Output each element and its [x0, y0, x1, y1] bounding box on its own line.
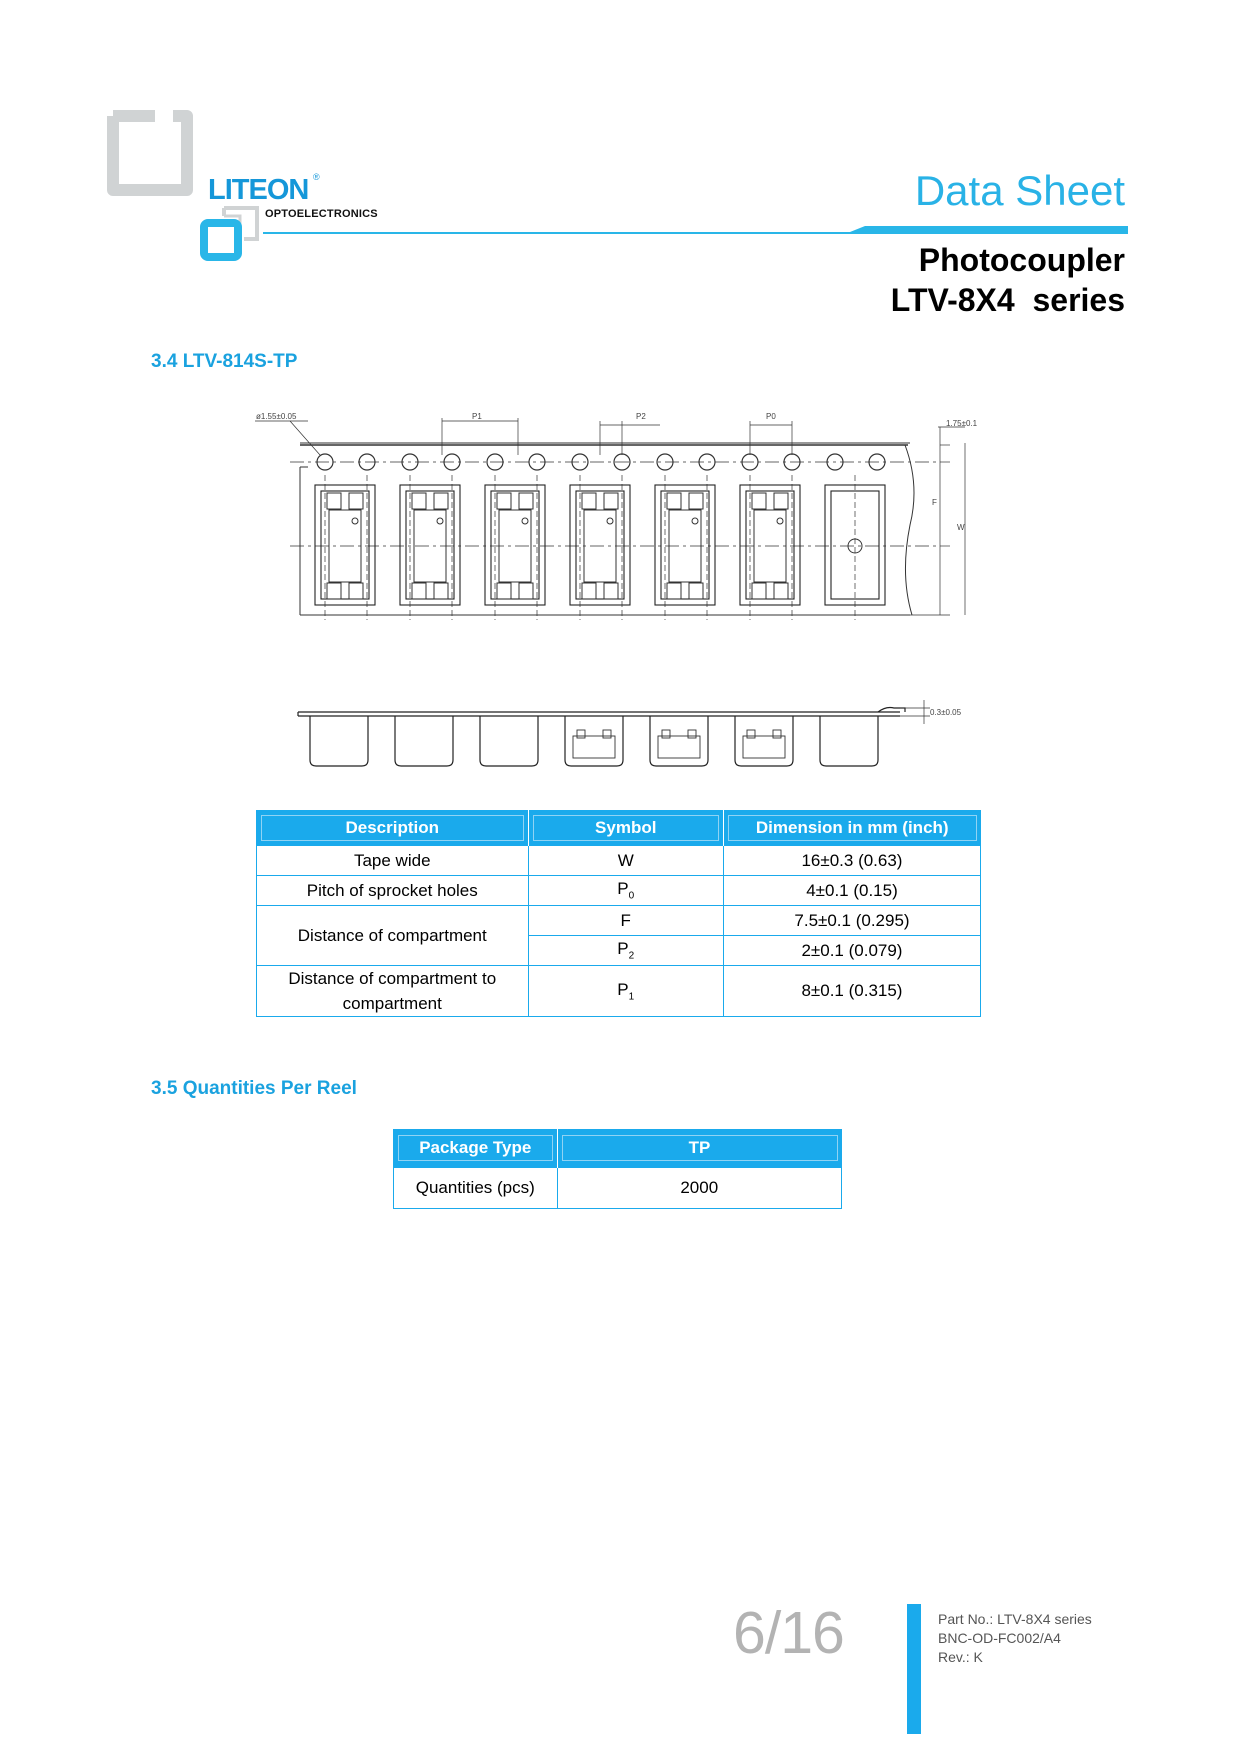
brand-subtitle: OPTOELECTRONICS — [265, 208, 378, 220]
table-row — [394, 1168, 842, 1209]
brand-logo-text: LITEON — [208, 174, 309, 206]
table-row — [257, 906, 981, 936]
cell-description: Tape wide — [257, 846, 529, 876]
cell-dimension: 16±0.3 (0.63) — [723, 846, 980, 876]
cell-symbol: $P_1$ — [528, 966, 723, 1017]
tape-dimension-table — [256, 810, 981, 1017]
cell-symbol: W — [528, 846, 723, 876]
footer-info — [938, 1610, 1092, 1667]
cell-description: Distance of compartment to compartment — [257, 966, 529, 1017]
edge-distance-label: 1.75±0.1 — [946, 419, 978, 428]
cell-symbol: $P_0$ — [528, 876, 723, 906]
product-series: LTV-8X4 series — [890, 282, 1125, 318]
logo-square-icon — [200, 206, 262, 264]
cell-value: 2000 — [557, 1168, 841, 1209]
part-number: Part No.: LTV-8X4 series — [938, 1611, 1092, 1627]
w-label: W — [957, 523, 965, 532]
cell-dimension: 8±0.1 (0.315) — [723, 966, 980, 1017]
p0-label: P0 — [766, 412, 776, 421]
header-rule-accent — [845, 226, 1128, 234]
logo-outer-frame-icon — [107, 110, 193, 196]
cell-description: Distance of compartment — [257, 906, 529, 966]
header-tp: TP — [557, 1129, 841, 1168]
header-symbol: Symbol — [528, 810, 723, 846]
document-type-title: Data Sheet — [914, 167, 1125, 214]
registered-mark: ® — [313, 172, 320, 182]
cell-symbol: $P_2$ — [528, 936, 723, 966]
header-package-type: Package Type — [394, 1129, 558, 1168]
table-row — [257, 876, 981, 906]
section-heading-quantities: 3.5 Quantities Per Reel — [151, 1078, 357, 1099]
footer-accent-bar — [907, 1604, 921, 1734]
cell-description: Pitch of sprocket holes — [257, 876, 529, 906]
p2-label: P2 — [636, 412, 646, 421]
quantities-table — [393, 1129, 842, 1209]
product-name: Photocoupler — [918, 242, 1125, 278]
carrier-tape-side-view-drawing — [290, 700, 980, 770]
table-header-row — [394, 1129, 842, 1168]
cell-symbol: F — [528, 906, 723, 936]
document-number: BNC-OD-FC002/A4 — [938, 1630, 1061, 1646]
thickness-label: 0.3±0.05 — [930, 708, 962, 717]
cell-dimension: 4±0.1 (0.15) — [723, 876, 980, 906]
header-description: Description — [257, 810, 529, 846]
page-number: 6/16 — [733, 1600, 844, 1666]
cell-dimension: 2±0.1 (0.079) — [723, 936, 980, 966]
table-row — [257, 846, 981, 876]
cell-label: Quantities (pcs) — [394, 1168, 558, 1209]
p1-label: P1 — [472, 412, 482, 421]
revision: Rev.: K — [938, 1649, 983, 1665]
section-heading-tape: 3.4 LTV-814S-TP — [151, 351, 298, 372]
table-header-row — [257, 810, 981, 846]
f-label: F — [932, 498, 937, 507]
cell-dimension: 7.5±0.1 (0.295) — [723, 906, 980, 936]
hole-diameter-label: ø1.55±0.05 — [256, 412, 297, 421]
table-row — [257, 966, 981, 1017]
header-dimension: Dimension in mm (inch) — [723, 810, 980, 846]
carrier-tape-top-view-drawing — [250, 405, 990, 630]
product-title — [891, 240, 1125, 320]
